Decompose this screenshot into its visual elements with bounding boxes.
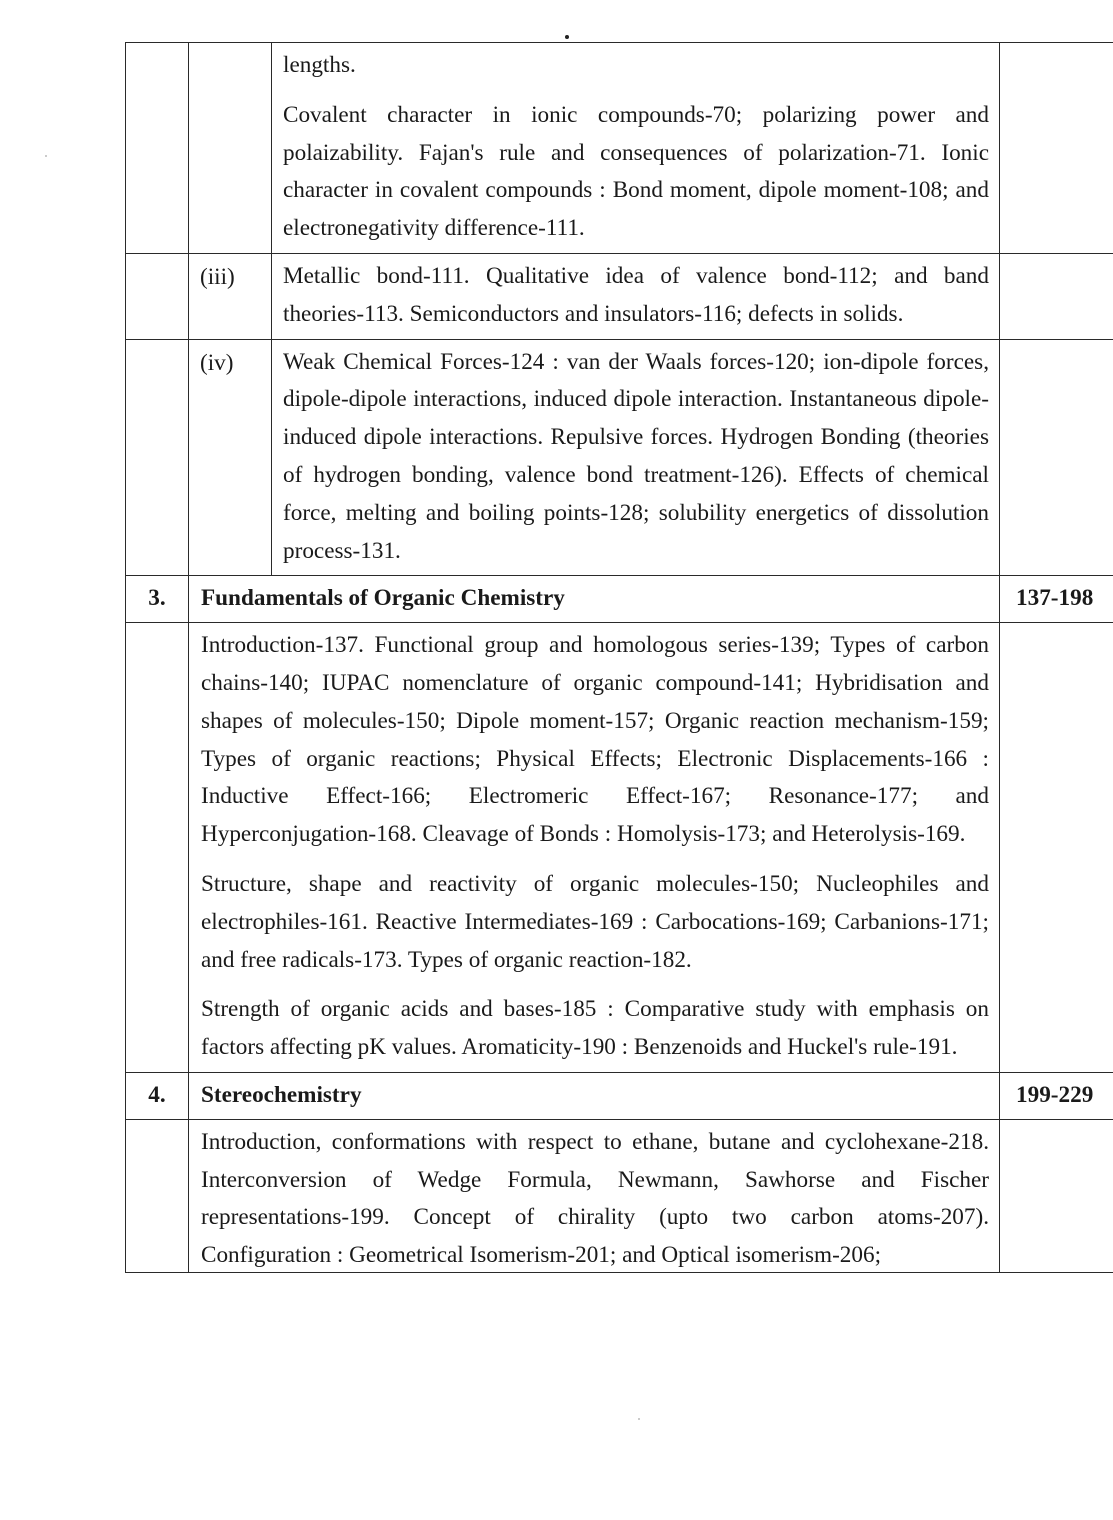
syllabus-table	[125, 42, 1113, 1273]
scan-mark	[565, 35, 569, 39]
topic-cell	[272, 339, 1000, 576]
number-cell	[126, 1119, 189, 1272]
topic-text: Strength of organic acids and bases-185 : Comparative study with emphasis on factors affecting pK values. Aromaticity-190 : Benzenoids and Huckel's rule-191.	[201, 996, 989, 1061]
table-row	[126, 1119, 1113, 1272]
topic-text: Metallic bond-111. Qualitative idea of valence bond-112; and band theories-113. Semiconductors and insulators-116; defects in solids.	[283, 262, 989, 327]
number-cell	[126, 43, 189, 254]
unit-title: Fundamentals of Organic Chemistry	[201, 585, 565, 612]
unit-number-cell	[126, 1072, 189, 1119]
topic-text: Structure, shape and reactivity of organic molecules-150; Nucleophiles and electrophiles-161. Reactive Intermediates-169 : Carbocations-169; Carbanions-171; and free radicals-173. Types of organic reaction-182.	[201, 870, 989, 973]
topic-cell	[272, 253, 1000, 339]
scan-speck	[638, 1418, 640, 1420]
topic-cell	[189, 1119, 1000, 1272]
unit-pages: 137-198	[1016, 585, 1094, 612]
sub-label-cell	[189, 339, 272, 576]
pages-cell	[1000, 339, 1113, 576]
topic-text: lengths.	[283, 52, 356, 78]
number-cell	[126, 339, 189, 576]
pages-cell	[1000, 43, 1113, 254]
unit-pages: 199-229	[1016, 1081, 1094, 1108]
number-cell	[126, 623, 189, 1073]
topic-text: Introduction, conformations with respect to ethane, butane and cyclohexane-218. Interconversion of Wedge Formula, Newmann, Sawhorse and Fischer representations-199. Concept of chirality (upto two carbon atoms-207). Configuration : Geometrical Isomerism-201; and Optical isomerism-206;	[201, 1128, 989, 1269]
topic-cell	[272, 43, 1000, 254]
table-row	[126, 253, 1113, 339]
table-row	[126, 43, 1113, 254]
unit-title-cell	[189, 576, 1000, 623]
pages-cell	[1000, 1072, 1113, 1119]
number-cell	[126, 253, 189, 339]
sub-label-cell	[189, 43, 272, 254]
unit-number: 4.	[148, 1081, 166, 1108]
table-row	[126, 623, 1113, 1073]
topic-text: Covalent character in ionic compounds-70; polarizing power and polaizability. Fajan's rule and consequences of polarization-71. Ionic character in covalent compounds : Bond moment, dipole moment-108; and electronegativity difference-111.	[283, 101, 989, 242]
sub-label: (iv)	[200, 349, 234, 376]
unit-number: 3.	[148, 585, 166, 612]
topic-text: Weak Chemical Forces-124 : van der Waals forces-120; ion-dipole forces, dipole-dipole interactions, induced dipole interaction. Instantaneous dipole-induced dipole interactions. Repulsive forces. Hydrogen Bonding (theories of hydrogen bonding, valence bond treatment-126). Effects of chemical force, melting and boiling points-128; solubility energetics of dissolution process-131.	[283, 348, 989, 564]
table-row	[126, 339, 1113, 576]
unit-heading-row	[126, 1072, 1113, 1119]
pages-cell	[1000, 1119, 1113, 1272]
unit-heading-row	[126, 576, 1113, 623]
unit-number-cell	[126, 576, 189, 623]
pages-cell	[1000, 576, 1113, 623]
topic-text: Introduction-137. Functional group and homologous series-139; Types of carbon chains-140; IUPAC nomenclature of organic compound-141; Hybridisation and shapes of molecules-150; Dipole moment-157; Organic reaction mechanism-159; Types of organic reactions; Physical Effects; Electronic Displacements-166 : Inductive Effect-166; Electromeric Effect-167; Resonance-177; and Hyperconjugation-168. Cleavage of Bonds : Homolysis-173; and Heterolysis-169.	[201, 632, 989, 848]
pages-cell	[1000, 623, 1113, 1073]
sub-label-cell	[189, 253, 272, 339]
sub-label: (iii)	[200, 263, 235, 290]
topic-cell	[189, 623, 1000, 1073]
unit-title-cell	[189, 1072, 1000, 1119]
unit-title: Stereochemistry	[201, 1081, 362, 1108]
pages-cell	[1000, 253, 1113, 339]
scan-speck	[45, 155, 47, 157]
